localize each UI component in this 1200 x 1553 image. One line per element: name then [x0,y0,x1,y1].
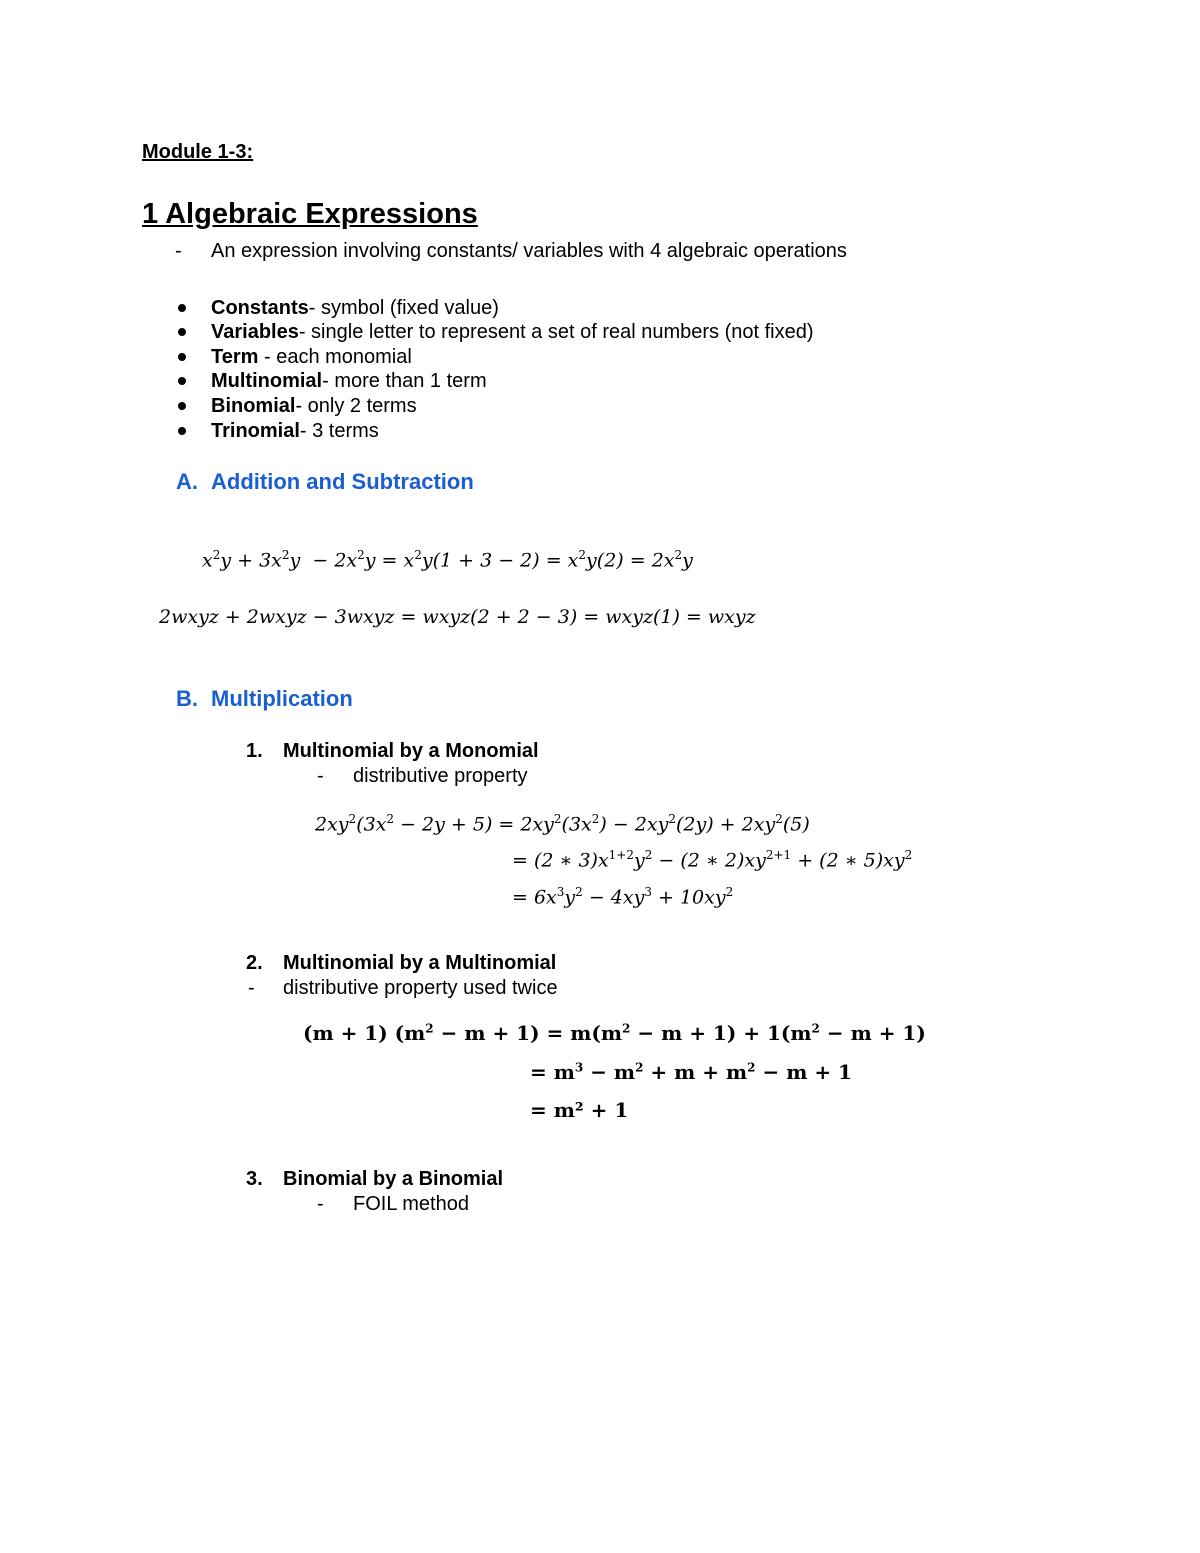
bullet-icon [178,328,186,336]
term-desc: - only 2 terms [295,395,417,417]
item-title: Multinomial by a Monomial [283,740,539,762]
term-label: Constants [211,297,309,319]
section-b-heading: Multiplication [211,686,353,711]
term-desc: - symbol (fixed value) [308,297,499,319]
item-title: Multinomial by a Multinomial [283,952,557,974]
item-note: FOIL method [353,1193,469,1215]
bullet-icon [178,377,186,385]
dash-marker: - [317,765,324,787]
dash-marker: - [175,240,182,262]
list-item [211,395,417,418]
item-number: 1. [246,740,263,762]
term-label: Term [211,346,259,368]
item-number: 3. [246,1168,263,1190]
list-item [211,420,379,443]
equation-multi-line1: (m + 1) $(m^2 - m + 1) = m(m^2 - m + 1) + 1(m^2 - m + 1)$ [303,1021,926,1045]
item-number: 2. [246,952,263,974]
equation-mono-line2: = (2 ∗ $3)x^{1+2}y^2 - (2$ ∗ $2)xy^{2+1} + (2$ ∗ $5)xy^2$ [512,848,913,872]
term-label: Variables [211,321,299,343]
equation-mono-line3: = $6x^3y^2 - 4xy^3 + 10xy^2$ [512,885,734,909]
equation-mono-line1: $2xy^2(3x^2 - 2y + 5) = 2xy^2(3x^2) - 2xy^2(2y) + 2xy^2(5)$ [315,812,810,836]
dash-marker: - [317,1193,324,1215]
equation-multi-line2: = $m^3 - m^2 + m + m^2 - m + 1$ [530,1060,852,1084]
term-desc: - each monomial [258,346,412,368]
section-b-label: B. [176,686,198,711]
dash-marker: - [248,977,255,999]
term-label: Binomial [211,395,296,417]
list-item [211,346,412,369]
item-note: distributive property [353,765,528,787]
item-title: Binomial by a Binomial [283,1168,504,1190]
equation-addition-2: 2wxyz + 2wxyz − 3wxyz = wxyz(2 + 2 − 3) = wxyz(1) = wxyz [159,606,756,628]
term-label: Multinomial [211,370,323,392]
equation-multi-line3: = m² + 1 [530,1098,629,1122]
definition-text: An expression involving constants/ variables with 4 algebraic operations [211,240,847,262]
module-title: Module 1-3: [142,141,254,163]
term-desc: - more than 1 term [322,370,487,392]
section-a-heading: Addition and Subtraction [211,469,474,494]
term-desc: - 3 terms [299,420,379,442]
term-label: Trinomial [211,420,300,442]
list-item [211,297,499,320]
bullet-icon [178,402,186,410]
item-note: distributive property used twice [283,977,558,999]
list-item [211,370,487,393]
bullet-icon [178,304,186,312]
equation-addition-1: $x^2y + 3x^2y - 2x^2y = x^2y(1 + 3 - 2) = x^2y(2) = 2x^2y$ [202,548,693,572]
list-item [211,321,814,344]
section-a-label: A. [176,469,198,494]
bullet-icon [178,427,186,435]
section-heading-algebraic-expressions: 1 Algebraic Expressions [142,198,478,230]
term-desc: - single letter to represent a set of real numbers (not fixed) [298,321,814,343]
bullet-icon [178,353,186,361]
